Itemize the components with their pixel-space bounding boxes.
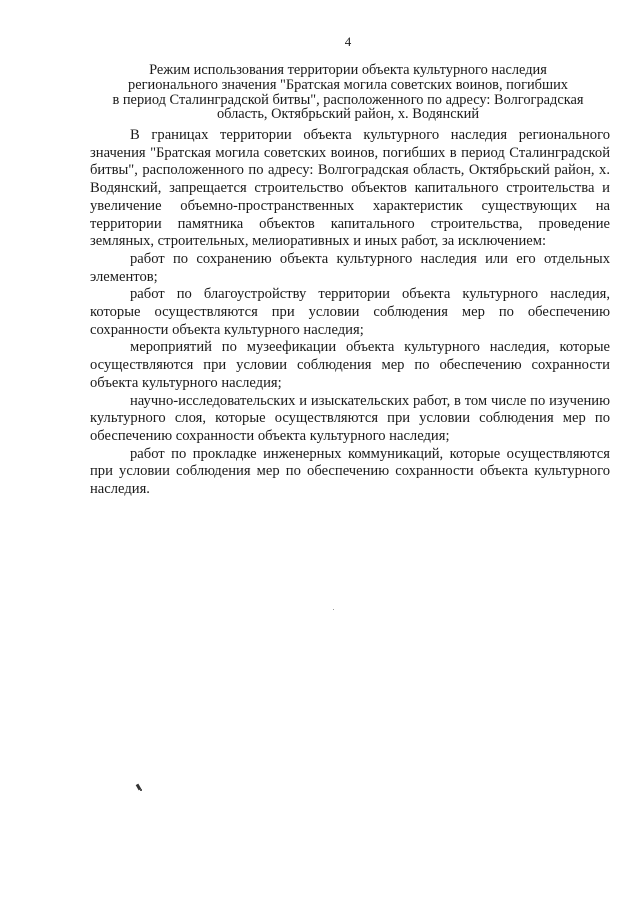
page-number: 4 — [344, 34, 352, 49]
title-line: область, Октябрьский район, х. Водянский — [216, 106, 480, 123]
paragraph-exception: работ по прокладке инженерных коммуникаций, которые осуществляются при условии соблюдения мер по обеспечению сохранности объекта культурного наследия. — [90, 445, 610, 498]
scan-speck — [333, 609, 334, 610]
title-line: Режим использования территории объекта культурного наследия — [149, 62, 547, 78]
paragraph-exception: научно-исследовательских и изыскательских работ, в том числе по изучению культурного слоя, которые осуществляются при условии соблюдения мер по обеспечению сохранности объекта культурного наследия; — [90, 392, 610, 444]
paragraph-intro: В границах территории объекта культурного наследия регионального значения "Братская могила советских воинов, погибших в период Сталинградской битвы", расположенного по адресу: Волгоградская область, Октябрьский район, х. Водянский, запрещается строительство объектов капитального строительства и увеличение объемно-пространственных характеристик существующих на территории памятника объектов капитального строительства, проведение земляных, строительных, мелиоративных и иных работ, за исключением: — [90, 127, 610, 250]
document-body — [90, 127, 610, 499]
scan-mark — [140, 789, 142, 791]
document-title — [85, 63, 611, 122]
paragraph-exception: работ по сохранению объекта культурного наследия или его отдельных элементов; — [90, 250, 610, 285]
paragraph-exception: мероприятий по музеефикации объекта культурного наследия, которые осуществляются при условии соблюдения мер по обеспечению сохранности объекта культурного наследия; — [90, 339, 610, 391]
title-line: регионального значения "Братская могила советских воинов, погибших — [128, 76, 568, 93]
title-line: в период Сталинградской битвы", расположенного по адресу: Волгоградская — [112, 91, 584, 108]
paragraph-exception: работ по благоустройству территории объекта культурного наследия, которые осуществляются при условии соблюдения мер по обеспечению сохранности объекта культурного наследия; — [90, 286, 610, 338]
